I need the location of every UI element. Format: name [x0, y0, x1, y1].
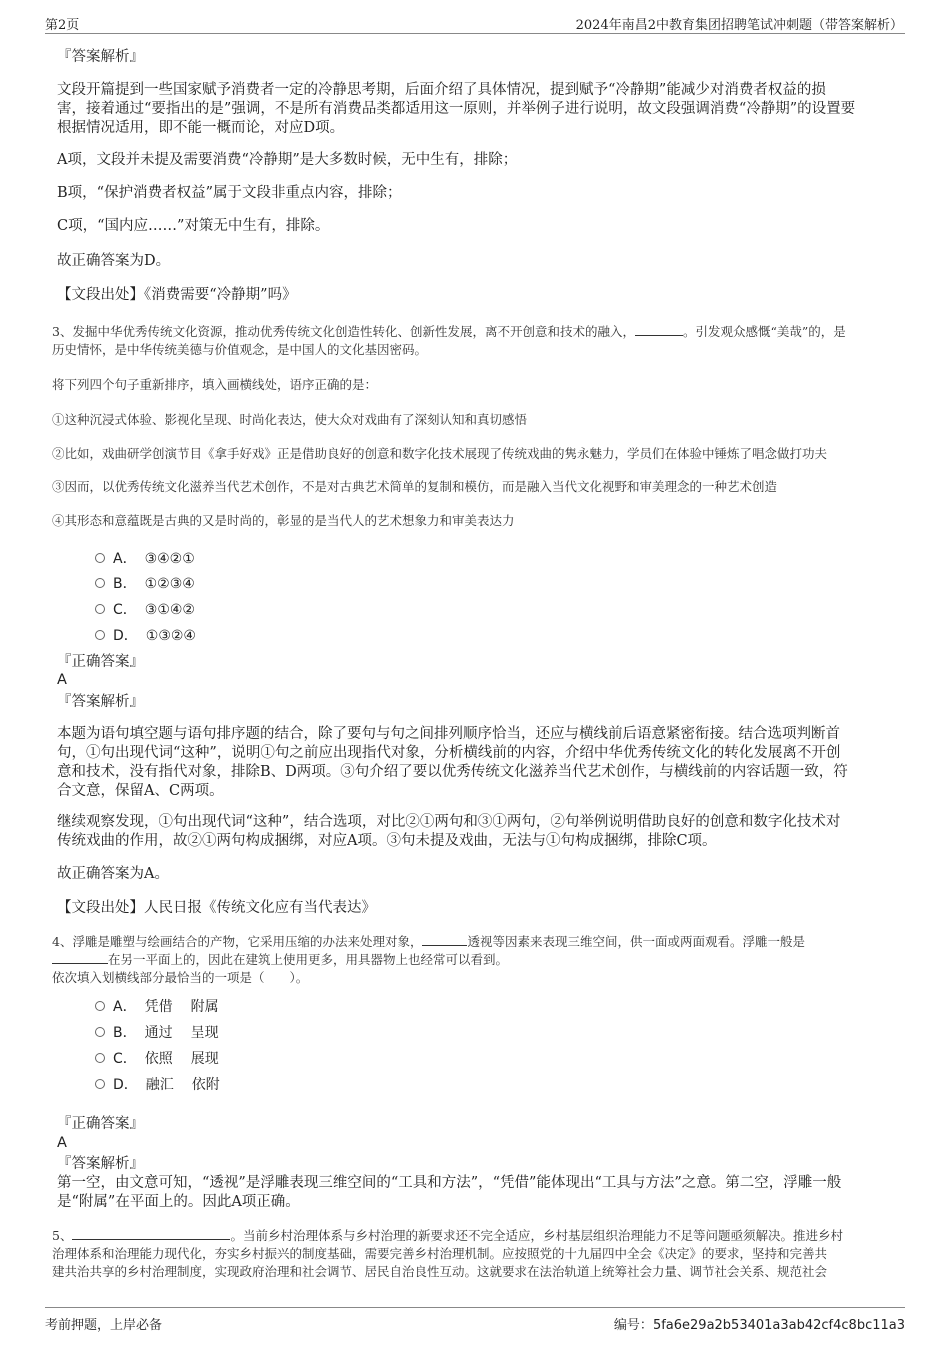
radio-button[interactable]: [95, 553, 105, 563]
q3-option-c[interactable]: C． ③①④②: [95, 599, 195, 619]
text-line: 继续观察发现，①句出现代词“这种”，结合选项，对比②①两句和③①两句，②句举例说明借助良好的创意和数字化技术对: [57, 814, 841, 830]
document-title: 2024年南昌2中教育集团招聘笔试冲刺题（带答案解析）: [575, 18, 903, 33]
text-line: 句，①句出现代词“这种”，说明①句之前应出现指代对象，分析横线前的内容，介绍中华优秀传统文化的转化发展离不开创: [57, 745, 841, 761]
page-footer: [45, 1307, 905, 1333]
text-line: 传统戏曲的作用，故②①两句构成捆绑，对应A项。③句未提及戏曲，无法与①句构成捆绑，排除C项。: [57, 833, 717, 849]
q4-option-a[interactable]: A． 凭借 附属: [95, 996, 219, 1016]
q3-conclusion: 故正确答案为A。: [57, 866, 169, 882]
radio-button[interactable]: [95, 1053, 105, 1063]
q4-analysis-label: 『答案解析』: [57, 1156, 144, 1172]
q3-sentence-1: ①这种沉浸式体验、影视化呈现、时尚化表达，使大众对戏曲有了深刻认知和真切感悟: [52, 412, 528, 427]
q3-source: 【文段出处】人民日报《传统文化应有当代表达》: [57, 900, 376, 916]
answer-blank: [72, 1228, 230, 1240]
q3-option-b[interactable]: B． ①②③④: [95, 573, 195, 593]
q2-option-a-analysis: A项，文段并未提及需要消费“冷静期”是大多数时候，无中生有，排除；: [57, 152, 518, 168]
text-line: 合文意，保留A、C两项。: [57, 783, 224, 799]
page-number: 第2页: [45, 18, 80, 33]
q3-option-a[interactable]: A． ③④②①: [95, 548, 195, 568]
q4-answer-label: 『正确答案』: [57, 1116, 144, 1132]
q2-option-c-analysis: C项，“国内应……”对策无中生有，排除。: [57, 218, 330, 234]
q4-instruction: 依次填入划横线部分最恰当的一项是（ ）。: [52, 970, 309, 985]
q3-analysis-label: 『答案解析』: [57, 694, 144, 710]
radio-button[interactable]: [95, 1001, 105, 1011]
text-line: 4、浮雕是雕塑与绘画结合的产物，它采用压缩的办法来处理对象， 透视等因素来表现三维空间，供一面或两面观看。浮雕一般是: [52, 934, 805, 949]
radio-button[interactable]: [95, 1027, 105, 1037]
q4-option-c[interactable]: C． 依照 展现: [95, 1048, 219, 1068]
radio-button[interactable]: [95, 1079, 105, 1089]
radio-button[interactable]: [95, 578, 105, 588]
text-line: 第一空，由文意可知，“透视”是浮雕表现三维空间的“工具和方法”，“凭借”能体现出“工具与方法”之意。第二空，浮雕一般: [57, 1175, 842, 1191]
text-line: 3、发掘中华优秀传统文化资源，推动优秀传统文化创造性转化、创新性发展，离不开创意和技术的融入， 。引发观众感慨“美哉”的，是: [52, 324, 846, 339]
q3-option-d[interactable]: D． ①③②④: [95, 625, 196, 645]
text-line: 本题为语句填空题与语句排序题的结合，除了要句与句之间排列顺序恰当，还应与横线前后语意紧密衔接。结合选项判断首: [57, 726, 840, 742]
q3-sentence-3: ③因而，以优秀传统文化滋养当代艺术创作，不是对古典艺术简单的复制和模仿，而是融入当代文化视野和审美理念的一种艺术创造: [52, 479, 778, 494]
q4-option-d[interactable]: D． 融汇 依附: [95, 1074, 220, 1094]
document-code: 编号：5fa6e29a2b53401a3ab42cf4c8bc11a3: [613, 1318, 905, 1333]
radio-button[interactable]: [95, 604, 105, 614]
q3-analysis-paragraph-2: [57, 813, 907, 851]
q3-instruction: 将下列四个句子重新排序，填入画横线处，语序正确的是：: [52, 377, 378, 392]
answer-blank: [52, 952, 108, 964]
answer-blank: [635, 324, 683, 336]
text-line: 意和技术，没有指代对象，排除B、D两项。③句介绍了要以优秀传统文化滋养当代艺术创作，与横线前的内容话题一致，符: [57, 764, 848, 780]
text-line: 历史情怀，是中华传统美德与价值观念，是中国人的文化基因密码。: [52, 342, 428, 357]
q5-stem: [52, 1227, 900, 1281]
q3-answer: A: [57, 672, 67, 688]
q2-source: 【文段出处】《消费需要“冷静期”吗》: [57, 287, 297, 303]
q3-analysis-paragraph-1: [57, 725, 907, 801]
radio-button[interactable]: [95, 630, 105, 640]
q4-answer: A: [57, 1135, 67, 1151]
q4-stem: [52, 933, 900, 987]
answer-blank: [422, 934, 467, 946]
text-line: 是“附属”在平面上的。因此A项正确。: [57, 1194, 300, 1210]
q4-analysis-paragraph: [57, 1174, 907, 1212]
q2-option-b-analysis: B项，“保护消费者权益”属于文段非重点内容，排除；: [57, 185, 402, 201]
page-header: [45, 12, 905, 34]
text-line: 根据情况适用，即不能一概而论，对应D项。: [57, 120, 345, 136]
text-line: 在另一平面上的，因此在建筑上使用更多，用具器物上也经常可以看到。: [52, 951, 900, 969]
q3-sentence-4: ④其形态和意蕴既是古典的又是时尚的，彰显的是当代人的艺术想象力和审美表达力: [52, 513, 515, 528]
q4-option-b[interactable]: B． 通过 呈现: [95, 1022, 219, 1042]
q3-answer-label: 『正确答案』: [57, 654, 144, 670]
q2-analysis-paragraph: [57, 81, 907, 138]
footer-slogan: 考前押题，上岸必备: [45, 1318, 163, 1333]
q3-stem: [52, 323, 900, 359]
text-line: 5、 。当前乡村治理体系与乡村治理的新要求还不完全适应，乡村基层组织治理能力不足等问题亟须解决。推进乡村: [52, 1228, 843, 1243]
text-line: 建共治共享的乡村治理制度，实现政府治理和社会调节、居民自治良性互动。这就要求在法治轨道上统筹社会力量、调节社会关系、规范社会: [52, 1264, 828, 1279]
q2-conclusion: 故正确答案为D。: [57, 253, 171, 269]
text-line: 害，接着通过“要指出的是”强调，不是所有消费品类都适用这一原则，并举例子进行说明，故文段强调消费“冷静期”的设置要: [57, 101, 856, 117]
q2-analysis-label: 『答案解析』: [57, 49, 144, 65]
text-line: 治理体系和治理能力现代化，夯实乡村振兴的制度基础，需要完善乡村治理机制。应按照党的十九届四中全会《决定》的要求，坚持和完善共: [52, 1246, 828, 1261]
text-line: 文段开篇提到一些国家赋予消费者一定的冷静思考期，后面介绍了具体情况，提到赋予“冷静期”能减少对消费者权益的损: [57, 82, 826, 98]
q3-sentence-2: ②比如，戏曲研学创演节目《拿手好戏》正是借助良好的创意和数字化技术展现了传统戏曲的隽永魅力，学员们在体验中锤炼了唱念做打功夫: [52, 446, 828, 461]
